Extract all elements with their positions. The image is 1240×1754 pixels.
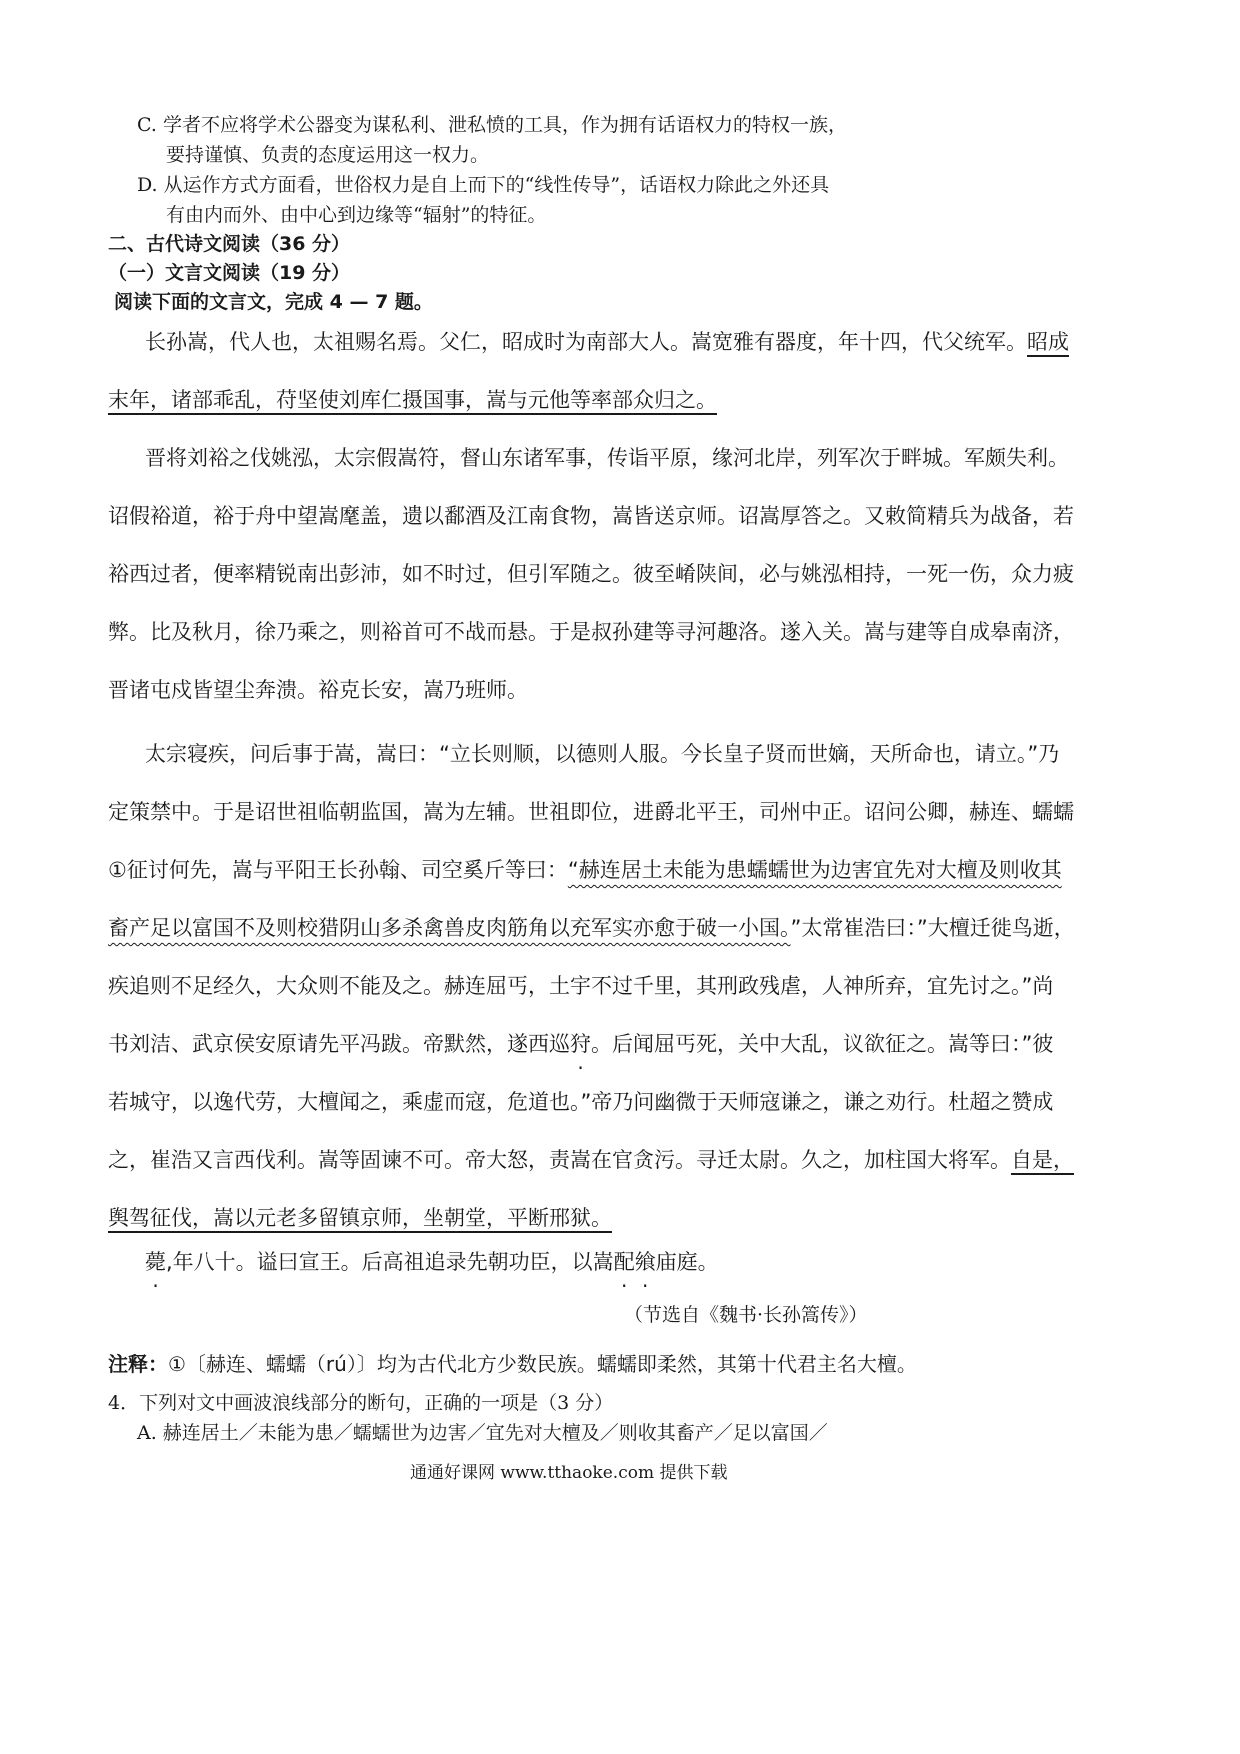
passage-p3-line-3-text: ①征讨何先，嵩与平阳王长孙翰、司空奚斤等曰： <box>108 858 568 882</box>
note-label: 注释： <box>108 1352 168 1376</box>
option-d-line-2: 有由内而外、由中心到边缘等“辐射”的特征。 <box>166 204 547 226</box>
passage-p1-line-1 <box>145 326 1069 356</box>
passage-p3-line-6-text: 书刘洁、武京侯安原请先平冯跋。帝默然，遂西巡 <box>108 1032 570 1056</box>
passage-p3-line-9 <box>108 1202 612 1232</box>
option-c-line-2: 要持谨慎、负责的态度运用这一权力。 <box>166 144 490 166</box>
passage-p4-text-end: 庙庭。 <box>655 1250 719 1274</box>
wavy-underlined-text-end: 畜产足以富国不及则校猎阴山多杀禽兽皮肉筋角以充军实亦愈于破一小国。 <box>108 916 791 940</box>
dotted-word-hong: 薨 <box>145 1250 166 1274</box>
passage-p3-line-2: 定策禁中。于是诏世祖临朝监国，嵩为左辅。世祖即位，进爵北平王，司州中正。诏问公卿，赫连、蠕蠕 <box>108 800 1074 824</box>
question-4-option-a: A. 赫连居土／未能为患／蠕蠕世为边害／宜先对大檀及／则收其畜产／足以富国／ <box>137 1422 828 1444</box>
passage-p3-line-4 <box>108 912 1075 942</box>
passage-p2-line-4: 弊。比及秋月，徐乃乘之，则裕首可不战而悬。于是叔孙建等寻河趣洛。遂入关。嵩与建等自成皋南济， <box>108 620 1074 644</box>
wavy-underlined-text: “赫连居土未能为患蠕蠕世为边害宜先对大檀及则收其 <box>567 858 1062 882</box>
passage-p1-text: 长孙嵩，代人也，太祖赐名焉。父仁，昭成时为南部大人。嵩宽雅有器度，年十四，代父统军。 <box>145 330 1027 354</box>
passage-p2-line-3: 裕西过者，便率精锐南出彭沛，如不时过，但引军随之。彼至崤陕间，必与姚泓相持，一死一伤，众力疲 <box>108 562 1074 586</box>
passage-p3-line-7: 若城守，以逸代劳，大檀闻之，乘虚而寇，危道也。”帝乃问幽微于天师寇谦之，谦之劝行。杜超之赞成 <box>108 1090 1054 1114</box>
passage-p3-line-3 <box>108 854 1062 884</box>
passage-p4-text: ,年八十。谥曰宣王。后高祖追录先朝功臣，以嵩 <box>166 1250 614 1274</box>
annotation-note <box>108 1348 917 1377</box>
passage-p4 <box>145 1246 719 1276</box>
instruction: 阅读下面的文言文，完成 4 — 7 题。 <box>114 291 433 313</box>
note-text: ①〔赫连、蠕蠕（rú）〕均为古代北方少数民族。蠕蠕即柔然，其第十代君主名大檀。 <box>168 1352 917 1376</box>
subsection-heading: （一）文言文阅读（19 分） <box>108 262 351 284</box>
passage-p3-line-1: 太宗寝疾，问后事于嵩，嵩曰：“立长则顺，以德则人服。今长皇子贤而世嫡，天所命也，请立。”乃 <box>145 742 1060 766</box>
passage-p3-line-8-text: 之，崔浩又言西伐利。嵩等固谏不可。帝大怒，责嵩在官贪污。寻迁太尉。久之，加柱国大将军。 <box>108 1148 1011 1172</box>
section-heading: 二、古代诗文阅读（36 分） <box>108 233 351 255</box>
passage-p3-line-4-text: ”太常崔浩曰：”大檀迁徙鸟逝， <box>790 916 1075 940</box>
passage-p2-line-5: 晋诸屯戍皆望尘奔溃。裕克长安，嵩乃班师。 <box>108 678 528 702</box>
dotted-word-xiang: 飨 <box>634 1250 656 1274</box>
passage-p3-line-6 <box>108 1028 1053 1058</box>
dotted-word-pei: 配 <box>613 1250 635 1274</box>
passage-p3-line-6-text-rest: 。后闻屈丐死，关中大乱，议欲征之。嵩等曰：”彼 <box>591 1032 1054 1056</box>
underlined-sentence-start: 昭成 <box>1027 330 1069 354</box>
passage-p1-line-2 <box>108 384 717 414</box>
underlined-sentence-2: 舆驾征伐，嵩以元老多留镇京师，坐朝堂，平断邢狱。 <box>108 1206 612 1230</box>
page-footer: 通通好课网 www.tthaoke.com 提供下载 <box>410 1463 728 1483</box>
passage-p2-line-2: 诏假裕道，裕于舟中望嵩麾盖，遗以鄱酒及江南食物，嵩皆送京师。诏嵩厚答之。又敕简精兵为战备，若 <box>108 504 1074 528</box>
passage-p3-line-5: 疾追则不足经久，大众则不能及之。赫连屈丐，土宇不过千里，其刑政残虐，人神所弃，宜先讨之。”尚 <box>108 974 1054 998</box>
underlined-sentence-2-start: 自是， <box>1011 1148 1074 1172</box>
question-4-stem: 4．下列对文中画波浪线部分的断句，正确的一项是（3 分） <box>108 1392 614 1414</box>
option-d-line-1: D. 从运作方式方面看，世俗权力是自上而下的“线性传导”，话语权力除此之外还具 <box>137 174 830 196</box>
option-c-line-1: C. 学者不应将学术公器变为谋私利、泄私愤的工具，作为拥有话语权力的特权一族， <box>137 114 847 136</box>
dotted-word-shou: 狩 <box>570 1032 591 1056</box>
source-citation: （节选自《魏书·长孙篙传》） <box>624 1304 868 1326</box>
passage-p3-line-8 <box>108 1144 1074 1174</box>
underlined-sentence: 末年，诸部乖乱，苻坚使刘库仁摄国事，嵩与元他等率部众归之。 <box>108 388 717 412</box>
passage-p2-line-1: 晋将刘裕之伐姚泓，太宗假嵩符，督山东诸军事，传诣平原，缘河北岸，列军次于畔城。军颇失利。 <box>145 446 1069 470</box>
